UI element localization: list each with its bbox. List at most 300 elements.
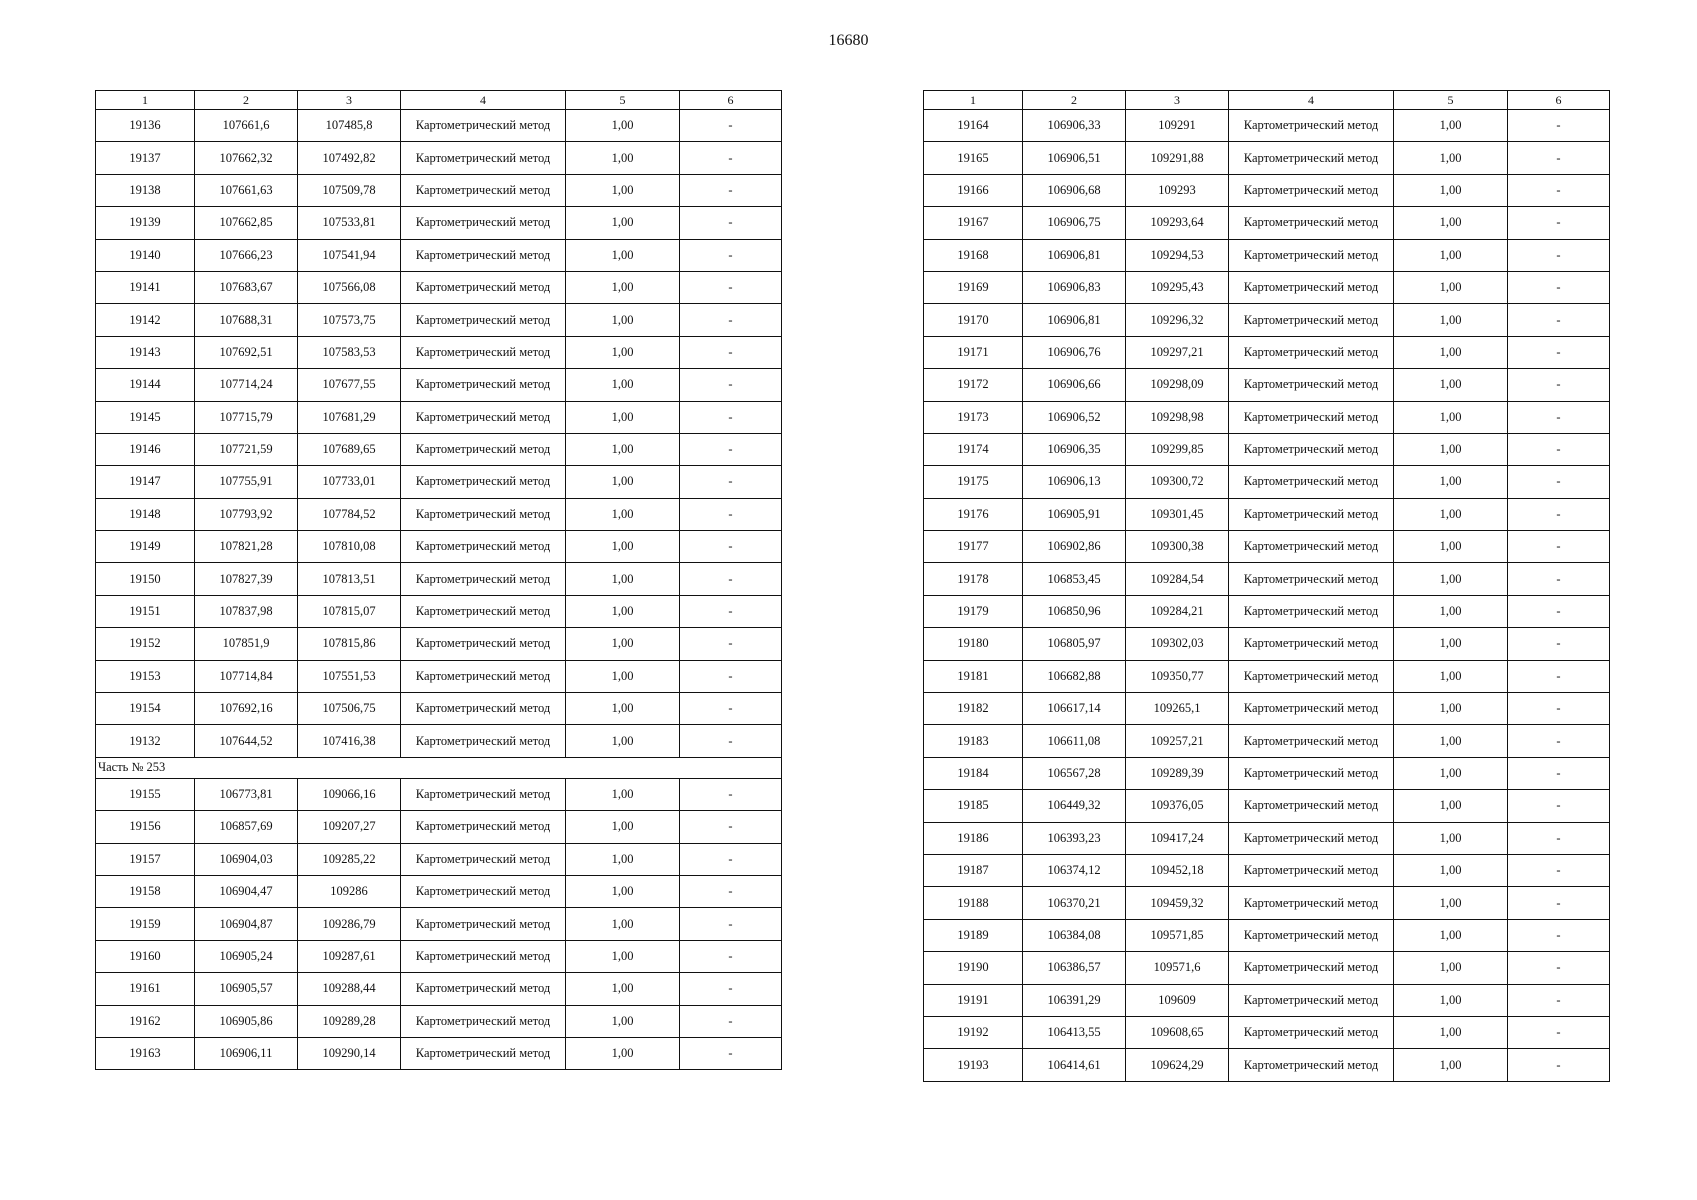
- x-coordinate-cell: 106902,86: [1023, 531, 1126, 563]
- point-number-cell: 19154: [96, 693, 195, 725]
- method-cell: Картометрический метод: [401, 1005, 566, 1037]
- coordinates-table-left: [95, 90, 782, 1070]
- x-coordinate-cell: 106393,23: [1023, 822, 1126, 854]
- x-coordinate-cell: 106850,96: [1023, 595, 1126, 627]
- accuracy-cell: 1,00: [1394, 952, 1508, 984]
- y-coordinate-cell: 109571,6: [1126, 952, 1229, 984]
- point-number-cell: 19163: [96, 1037, 195, 1069]
- method-cell: Картометрический метод: [401, 174, 566, 206]
- point-number-cell: 19151: [96, 595, 195, 627]
- point-number-cell: 19148: [96, 498, 195, 530]
- y-coordinate-cell: 109376,05: [1126, 790, 1229, 822]
- description-cell: -: [680, 725, 782, 757]
- x-coordinate-cell: 106611,08: [1023, 725, 1126, 757]
- method-cell: Картометрический метод: [401, 940, 566, 972]
- column-header: 3: [298, 91, 401, 110]
- point-number-cell: 19192: [924, 1016, 1023, 1048]
- point-number-cell: 19170: [924, 304, 1023, 336]
- point-number-cell: 19141: [96, 271, 195, 303]
- table-row: [924, 887, 1610, 919]
- table-row: [96, 498, 782, 530]
- method-cell: Картометрический метод: [1229, 271, 1394, 303]
- method-cell: Картометрический метод: [401, 142, 566, 174]
- point-number-cell: 19185: [924, 790, 1023, 822]
- table-row: [96, 563, 782, 595]
- y-coordinate-cell: 107677,55: [298, 369, 401, 401]
- y-coordinate-cell: 107689,65: [298, 433, 401, 465]
- table-row: [96, 336, 782, 368]
- table-row: [924, 1016, 1610, 1048]
- x-coordinate-cell: 107714,24: [195, 369, 298, 401]
- y-coordinate-cell: 107583,53: [298, 336, 401, 368]
- method-cell: Картометрический метод: [401, 369, 566, 401]
- x-coordinate-cell: 107715,79: [195, 401, 298, 433]
- table-row: [924, 854, 1610, 886]
- y-coordinate-cell: 107509,78: [298, 174, 401, 206]
- description-cell: -: [1508, 790, 1610, 822]
- point-number-cell: 19175: [924, 466, 1023, 498]
- x-coordinate-cell: 107692,16: [195, 693, 298, 725]
- table-row: [924, 142, 1610, 174]
- accuracy-cell: 1,00: [566, 369, 680, 401]
- description-cell: -: [1508, 628, 1610, 660]
- y-coordinate-cell: 107533,81: [298, 207, 401, 239]
- accuracy-cell: 1,00: [1394, 563, 1508, 595]
- description-cell: -: [680, 433, 782, 465]
- point-number-cell: 19189: [924, 919, 1023, 951]
- x-coordinate-cell: 106905,86: [195, 1005, 298, 1037]
- y-coordinate-cell: 107810,08: [298, 531, 401, 563]
- y-coordinate-cell: 109297,21: [1126, 336, 1229, 368]
- table-row: [96, 940, 782, 972]
- x-coordinate-cell: 107755,91: [195, 466, 298, 498]
- accuracy-cell: 1,00: [566, 401, 680, 433]
- table-row: [96, 401, 782, 433]
- point-number-cell: 19164: [924, 110, 1023, 142]
- method-cell: Картометрический метод: [1229, 207, 1394, 239]
- accuracy-cell: 1,00: [566, 811, 680, 843]
- accuracy-cell: 1,00: [566, 595, 680, 627]
- x-coordinate-cell: 106906,33: [1023, 110, 1126, 142]
- table-row: [924, 498, 1610, 530]
- y-coordinate-cell: 109265,1: [1126, 693, 1229, 725]
- x-coordinate-cell: 106857,69: [195, 811, 298, 843]
- point-number-cell: 19145: [96, 401, 195, 433]
- y-coordinate-cell: 107485,8: [298, 110, 401, 142]
- table-row: [924, 757, 1610, 789]
- accuracy-cell: 1,00: [1394, 174, 1508, 206]
- table-row: [924, 952, 1610, 984]
- point-number-cell: 19152: [96, 628, 195, 660]
- method-cell: Картометрический метод: [401, 595, 566, 627]
- y-coordinate-cell: 109284,54: [1126, 563, 1229, 595]
- table-row: [96, 843, 782, 875]
- point-number-cell: 19153: [96, 660, 195, 692]
- table-row: [96, 875, 782, 907]
- method-cell: Картометрический метод: [401, 778, 566, 810]
- table-row: [924, 1049, 1610, 1081]
- x-coordinate-cell: 106906,81: [1023, 239, 1126, 271]
- x-coordinate-cell: 106386,57: [1023, 952, 1126, 984]
- point-number-cell: 19156: [96, 811, 195, 843]
- table-body: [96, 110, 782, 1070]
- x-coordinate-cell: 106906,83: [1023, 271, 1126, 303]
- method-cell: Картометрический метод: [1229, 757, 1394, 789]
- point-number-cell: 19186: [924, 822, 1023, 854]
- point-number-cell: 19182: [924, 693, 1023, 725]
- table-row: [96, 174, 782, 206]
- accuracy-cell: 1,00: [1394, 369, 1508, 401]
- point-number-cell: 19162: [96, 1005, 195, 1037]
- accuracy-cell: 1,00: [1394, 110, 1508, 142]
- description-cell: -: [1508, 271, 1610, 303]
- method-cell: Картометрический метод: [1229, 498, 1394, 530]
- point-number-cell: 19160: [96, 940, 195, 972]
- table-row: [96, 1005, 782, 1037]
- table-row: [924, 693, 1610, 725]
- y-coordinate-cell: 107815,07: [298, 595, 401, 627]
- x-coordinate-cell: 107821,28: [195, 531, 298, 563]
- table-row: [924, 660, 1610, 692]
- table-row: [924, 725, 1610, 757]
- table-row: [96, 433, 782, 465]
- accuracy-cell: 1,00: [566, 174, 680, 206]
- table-row: [924, 984, 1610, 1016]
- point-number-cell: 19159: [96, 908, 195, 940]
- accuracy-cell: 1,00: [1394, 887, 1508, 919]
- description-cell: -: [1508, 498, 1610, 530]
- accuracy-cell: 1,00: [1394, 790, 1508, 822]
- y-coordinate-cell: 107815,86: [298, 628, 401, 660]
- description-cell: -: [680, 401, 782, 433]
- point-number-cell: 19165: [924, 142, 1023, 174]
- x-coordinate-cell: 106413,55: [1023, 1016, 1126, 1048]
- x-coordinate-cell: 107692,51: [195, 336, 298, 368]
- x-coordinate-cell: 107827,39: [195, 563, 298, 595]
- table-row: [924, 110, 1610, 142]
- method-cell: Картометрический метод: [1229, 433, 1394, 465]
- table-row: [924, 369, 1610, 401]
- description-cell: -: [680, 811, 782, 843]
- table-row: [96, 271, 782, 303]
- point-number-cell: 19146: [96, 433, 195, 465]
- x-coordinate-cell: 106853,45: [1023, 563, 1126, 595]
- x-coordinate-cell: 106370,21: [1023, 887, 1126, 919]
- accuracy-cell: 1,00: [1394, 271, 1508, 303]
- x-coordinate-cell: 106904,03: [195, 843, 298, 875]
- description-cell: -: [680, 498, 782, 530]
- x-coordinate-cell: 107721,59: [195, 433, 298, 465]
- description-cell: -: [1508, 1049, 1610, 1081]
- accuracy-cell: 1,00: [1394, 854, 1508, 886]
- y-coordinate-cell: 109294,53: [1126, 239, 1229, 271]
- x-coordinate-cell: 107683,67: [195, 271, 298, 303]
- description-cell: -: [1508, 984, 1610, 1016]
- accuracy-cell: 1,00: [566, 304, 680, 336]
- x-coordinate-cell: 106617,14: [1023, 693, 1126, 725]
- x-coordinate-cell: 106906,35: [1023, 433, 1126, 465]
- method-cell: Картометрический метод: [1229, 1016, 1394, 1048]
- description-cell: -: [1508, 466, 1610, 498]
- description-cell: -: [680, 336, 782, 368]
- y-coordinate-cell: 109298,98: [1126, 401, 1229, 433]
- accuracy-cell: 1,00: [1394, 304, 1508, 336]
- method-cell: Картометрический метод: [401, 973, 566, 1005]
- accuracy-cell: 1,00: [566, 142, 680, 174]
- table-row: [96, 973, 782, 1005]
- accuracy-cell: 1,00: [1394, 660, 1508, 692]
- x-coordinate-cell: 107688,31: [195, 304, 298, 336]
- point-number-cell: 19158: [96, 875, 195, 907]
- accuracy-cell: 1,00: [1394, 984, 1508, 1016]
- method-cell: Картометрический метод: [401, 531, 566, 563]
- x-coordinate-cell: 106682,88: [1023, 660, 1126, 692]
- header-row: [96, 91, 782, 110]
- x-coordinate-cell: 106384,08: [1023, 919, 1126, 951]
- point-number-cell: 19167: [924, 207, 1023, 239]
- point-number-cell: 19136: [96, 110, 195, 142]
- y-coordinate-cell: 109459,32: [1126, 887, 1229, 919]
- accuracy-cell: 1,00: [566, 336, 680, 368]
- table-row: [96, 693, 782, 725]
- description-cell: -: [680, 693, 782, 725]
- y-coordinate-cell: 107566,08: [298, 271, 401, 303]
- table-row: [96, 628, 782, 660]
- table-row: [96, 207, 782, 239]
- point-number-cell: 19191: [924, 984, 1023, 1016]
- table-row: [924, 919, 1610, 951]
- description-cell: -: [680, 940, 782, 972]
- description-cell: -: [1508, 693, 1610, 725]
- point-number-cell: 19174: [924, 433, 1023, 465]
- description-cell: -: [680, 239, 782, 271]
- x-coordinate-cell: 106906,13: [1023, 466, 1126, 498]
- description-cell: -: [1508, 239, 1610, 271]
- table-row: [96, 142, 782, 174]
- method-cell: Картометрический метод: [1229, 239, 1394, 271]
- method-cell: Картометрический метод: [1229, 854, 1394, 886]
- x-coordinate-cell: 106905,24: [195, 940, 298, 972]
- accuracy-cell: 1,00: [566, 271, 680, 303]
- x-coordinate-cell: 107662,32: [195, 142, 298, 174]
- y-coordinate-cell: 109417,24: [1126, 822, 1229, 854]
- accuracy-cell: 1,00: [1394, 919, 1508, 951]
- point-number-cell: 19150: [96, 563, 195, 595]
- table-row: [924, 822, 1610, 854]
- accuracy-cell: 1,00: [566, 940, 680, 972]
- table-row: [924, 401, 1610, 433]
- point-number-cell: 19193: [924, 1049, 1023, 1081]
- y-coordinate-cell: 109066,16: [298, 778, 401, 810]
- method-cell: Картометрический метод: [1229, 887, 1394, 919]
- y-coordinate-cell: 107681,29: [298, 401, 401, 433]
- description-cell: -: [680, 304, 782, 336]
- description-cell: -: [1508, 725, 1610, 757]
- y-coordinate-cell: 109350,77: [1126, 660, 1229, 692]
- accuracy-cell: 1,00: [1394, 239, 1508, 271]
- column-header: 6: [680, 91, 782, 110]
- x-coordinate-cell: 106906,52: [1023, 401, 1126, 433]
- method-cell: Картометрический метод: [1229, 531, 1394, 563]
- point-number-cell: 19172: [924, 369, 1023, 401]
- accuracy-cell: 1,00: [566, 628, 680, 660]
- accuracy-cell: 1,00: [1394, 725, 1508, 757]
- accuracy-cell: 1,00: [1394, 401, 1508, 433]
- x-coordinate-cell: 107714,84: [195, 660, 298, 692]
- method-cell: Картометрический метод: [401, 875, 566, 907]
- y-coordinate-cell: 109289,28: [298, 1005, 401, 1037]
- x-coordinate-cell: 106391,29: [1023, 984, 1126, 1016]
- accuracy-cell: 1,00: [566, 498, 680, 530]
- method-cell: Картометрический метод: [1229, 563, 1394, 595]
- column-header: 1: [96, 91, 195, 110]
- column-header: 4: [401, 91, 566, 110]
- accuracy-cell: 1,00: [566, 433, 680, 465]
- y-coordinate-cell: 109286: [298, 875, 401, 907]
- x-coordinate-cell: 106906,75: [1023, 207, 1126, 239]
- description-cell: -: [1508, 401, 1610, 433]
- point-number-cell: 19173: [924, 401, 1023, 433]
- table-row: [924, 207, 1610, 239]
- y-coordinate-cell: 107506,75: [298, 693, 401, 725]
- x-coordinate-cell: 107793,92: [195, 498, 298, 530]
- method-cell: Картометрический метод: [1229, 304, 1394, 336]
- description-cell: -: [1508, 174, 1610, 206]
- description-cell: -: [680, 142, 782, 174]
- description-cell: -: [1508, 1016, 1610, 1048]
- description-cell: -: [680, 563, 782, 595]
- accuracy-cell: 1,00: [1394, 142, 1508, 174]
- y-coordinate-cell: 109609: [1126, 984, 1229, 1016]
- description-cell: -: [1508, 433, 1610, 465]
- point-number-cell: 19155: [96, 778, 195, 810]
- description-cell: -: [1508, 563, 1610, 595]
- method-cell: Картометрический метод: [401, 110, 566, 142]
- accuracy-cell: 1,00: [566, 725, 680, 757]
- table-row: [924, 239, 1610, 271]
- x-coordinate-cell: 107851,9: [195, 628, 298, 660]
- method-cell: Картометрический метод: [401, 843, 566, 875]
- method-cell: Картометрический метод: [1229, 401, 1394, 433]
- x-coordinate-cell: 106906,66: [1023, 369, 1126, 401]
- y-coordinate-cell: 109293: [1126, 174, 1229, 206]
- x-coordinate-cell: 106905,91: [1023, 498, 1126, 530]
- x-coordinate-cell: 107661,63: [195, 174, 298, 206]
- point-number-cell: 19183: [924, 725, 1023, 757]
- x-coordinate-cell: 106449,32: [1023, 790, 1126, 822]
- accuracy-cell: 1,00: [566, 908, 680, 940]
- method-cell: Картометрический метод: [1229, 919, 1394, 951]
- method-cell: Картометрический метод: [401, 628, 566, 660]
- accuracy-cell: 1,00: [566, 531, 680, 563]
- description-cell: -: [680, 271, 782, 303]
- point-number-cell: 19132: [96, 725, 195, 757]
- column-header: 6: [1508, 91, 1610, 110]
- description-cell: -: [1508, 142, 1610, 174]
- x-coordinate-cell: 107666,23: [195, 239, 298, 271]
- table-row: [924, 433, 1610, 465]
- y-coordinate-cell: 109301,45: [1126, 498, 1229, 530]
- point-number-cell: 19144: [96, 369, 195, 401]
- x-coordinate-cell: 106773,81: [195, 778, 298, 810]
- x-coordinate-cell: 106906,68: [1023, 174, 1126, 206]
- column-header: 2: [195, 91, 298, 110]
- method-cell: Картометрический метод: [401, 207, 566, 239]
- method-cell: Картометрический метод: [401, 239, 566, 271]
- y-coordinate-cell: 109291,88: [1126, 142, 1229, 174]
- y-coordinate-cell: 109288,44: [298, 973, 401, 1005]
- method-cell: Картометрический метод: [401, 304, 566, 336]
- y-coordinate-cell: 109290,14: [298, 1037, 401, 1069]
- method-cell: Картометрический метод: [1229, 142, 1394, 174]
- description-cell: -: [1508, 110, 1610, 142]
- point-number-cell: 19138: [96, 174, 195, 206]
- accuracy-cell: 1,00: [566, 239, 680, 271]
- method-cell: Картометрический метод: [401, 660, 566, 692]
- y-coordinate-cell: 109608,65: [1126, 1016, 1229, 1048]
- method-cell: Картометрический метод: [401, 271, 566, 303]
- accuracy-cell: 1,00: [1394, 466, 1508, 498]
- table-row: [96, 369, 782, 401]
- y-coordinate-cell: 109300,38: [1126, 531, 1229, 563]
- description-cell: -: [1508, 336, 1610, 368]
- x-coordinate-cell: 106905,57: [195, 973, 298, 1005]
- description-cell: -: [1508, 207, 1610, 239]
- description-cell: -: [1508, 304, 1610, 336]
- description-cell: -: [680, 369, 782, 401]
- point-number-cell: 19190: [924, 952, 1023, 984]
- accuracy-cell: 1,00: [1394, 531, 1508, 563]
- accuracy-cell: 1,00: [566, 843, 680, 875]
- y-coordinate-cell: 109289,39: [1126, 757, 1229, 789]
- accuracy-cell: 1,00: [1394, 595, 1508, 627]
- method-cell: Картометрический метод: [1229, 693, 1394, 725]
- y-coordinate-cell: 109452,18: [1126, 854, 1229, 886]
- description-cell: -: [1508, 369, 1610, 401]
- description-cell: -: [680, 466, 782, 498]
- y-coordinate-cell: 109295,43: [1126, 271, 1229, 303]
- accuracy-cell: 1,00: [566, 207, 680, 239]
- x-coordinate-cell: 107662,85: [195, 207, 298, 239]
- column-header: 2: [1023, 91, 1126, 110]
- accuracy-cell: 1,00: [1394, 757, 1508, 789]
- point-number-cell: 19149: [96, 531, 195, 563]
- y-coordinate-cell: 109298,09: [1126, 369, 1229, 401]
- x-coordinate-cell: 106374,12: [1023, 854, 1126, 886]
- y-coordinate-cell: 109302,03: [1126, 628, 1229, 660]
- table-row: [96, 466, 782, 498]
- point-number-cell: 19137: [96, 142, 195, 174]
- method-cell: Картометрический метод: [1229, 790, 1394, 822]
- point-number-cell: 19143: [96, 336, 195, 368]
- column-header: 1: [924, 91, 1023, 110]
- point-number-cell: 19169: [924, 271, 1023, 303]
- y-coordinate-cell: 107784,52: [298, 498, 401, 530]
- accuracy-cell: 1,00: [1394, 336, 1508, 368]
- x-coordinate-cell: 106805,97: [1023, 628, 1126, 660]
- table-row: [924, 595, 1610, 627]
- description-cell: -: [680, 973, 782, 1005]
- description-cell: -: [680, 660, 782, 692]
- y-coordinate-cell: 109293,64: [1126, 207, 1229, 239]
- method-cell: Картометрический метод: [401, 693, 566, 725]
- method-cell: Картометрический метод: [1229, 725, 1394, 757]
- accuracy-cell: 1,00: [566, 778, 680, 810]
- table-row: [96, 725, 782, 757]
- method-cell: Картометрический метод: [401, 1037, 566, 1069]
- y-coordinate-cell: 109571,85: [1126, 919, 1229, 951]
- part-heading: Часть № 253: [96, 757, 782, 778]
